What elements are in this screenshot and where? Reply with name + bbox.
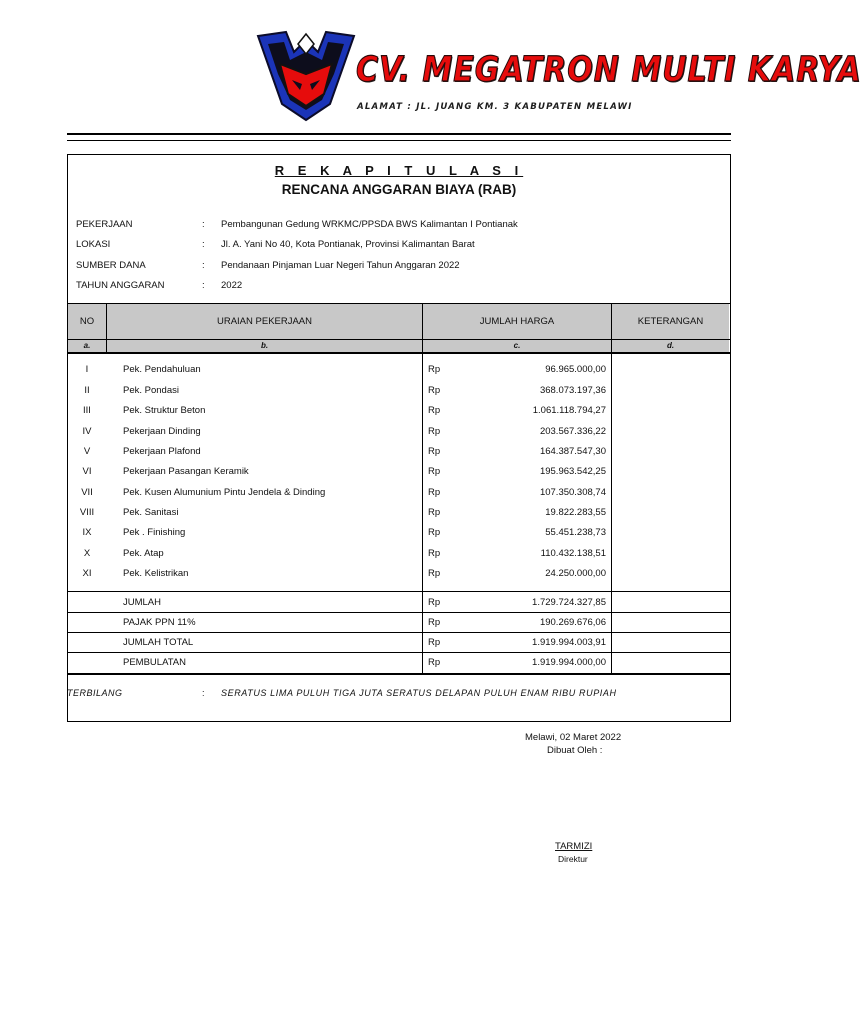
info-label-lokasi: LOKASI [76, 239, 111, 250]
column-header-no: NO [79, 316, 95, 327]
row-description: Pek. Atap [123, 548, 164, 559]
row-number: III [83, 405, 91, 416]
column-header-uraian: URAIAN PEKERJAAN [216, 316, 313, 327]
terbilang-label: TERBILANG [67, 688, 123, 698]
info-colon: : [202, 239, 205, 250]
summary-label: PAJAK PPN 11% [123, 617, 196, 628]
table-border [67, 652, 730, 653]
row-currency: Rp [428, 487, 441, 498]
table-border [67, 673, 730, 675]
row-amount: 368.073.197,36 [539, 385, 606, 396]
table-border [67, 352, 730, 354]
row-number: VI [82, 466, 92, 477]
row-amount: 19.822.283,55 [545, 507, 606, 518]
row-currency: Rp [428, 364, 441, 375]
summary-label: JUMLAH [123, 597, 162, 608]
row-amount: 110.432.138,51 [540, 548, 606, 559]
column-header-jumlah: JUMLAH HARGA [479, 316, 555, 327]
row-currency: Rp [428, 446, 441, 457]
letterhead-divider-thin [67, 140, 731, 141]
summary-label: PEMBULATAN [123, 657, 186, 668]
document-title: R E K A P I T U L A S I [274, 163, 524, 178]
table-border [67, 339, 730, 340]
company-address: ALAMAT : JL. JUANG KM. 3 KABUPATEN MELAWI [357, 102, 633, 112]
table-border [67, 612, 730, 613]
summary-amount: 1.919.994.000,00 [532, 657, 606, 668]
row-currency: Rp [428, 568, 441, 579]
terbilang-value: SERATUS LIMA PULUH TIGA JUTA SERATUS DELAPAN PULUH ENAM RIBU RUPIAH [221, 688, 617, 698]
column-subheader-a: a. [83, 341, 91, 350]
row-description: Pek. Kusen Alumunium Pintu Jendela & Dinding [123, 487, 326, 498]
row-currency: Rp [428, 527, 441, 538]
row-description: Pekerjaan Pasangan Keramik [123, 466, 249, 477]
company-logo-emblem [256, 30, 356, 122]
row-description: Pek. Pendahuluan [123, 364, 201, 375]
row-amount: 203.567.336,22 [539, 426, 606, 437]
letterhead-divider-thick [67, 133, 731, 135]
table-border [67, 632, 730, 633]
column-subheader-c: c. [513, 341, 521, 350]
table-border [67, 591, 730, 592]
row-currency: Rp [428, 548, 441, 559]
row-number: II [84, 385, 90, 396]
column-subheader-b: b. [260, 341, 269, 350]
row-number: IV [82, 426, 92, 437]
info-label-sumber-dana: SUMBER DANA [76, 260, 146, 271]
row-currency: Rp [428, 405, 441, 416]
summary-amount: 1.729.724.327,85 [532, 597, 606, 608]
column-subheader-d: d. [666, 341, 675, 350]
info-colon: : [202, 219, 205, 230]
summary-amount: 190.269.676,06 [539, 617, 606, 628]
signer-position: Direktur [558, 854, 588, 864]
row-number: VIII [79, 507, 95, 518]
company-name: CV. MEGATRON MULTI KARYA [356, 50, 862, 91]
row-currency: Rp [428, 385, 441, 396]
table-border [67, 303, 730, 304]
table-border [422, 303, 423, 673]
row-number: IX [82, 527, 92, 538]
info-value-lokasi: Jl. A. Yani No 40, Kota Pontianak, Provinsi Kalimantan Barat [221, 239, 475, 250]
row-amount: 107.350.308,74 [539, 487, 606, 498]
row-description: Pek. Pondasi [123, 385, 179, 396]
signature-place-date: Melawi, 02 Maret 2022 [525, 732, 622, 743]
info-label-tahun-anggaran: TAHUN ANGGARAN [76, 280, 165, 291]
row-amount: 24.250.000,00 [545, 568, 606, 579]
column-header-keterangan: KETERANGAN [637, 316, 704, 327]
row-amount: 164.387.547,30 [539, 446, 606, 457]
summary-amount: 1.919.994.003,91 [532, 637, 606, 648]
row-currency: Rp [428, 617, 441, 628]
row-description: Pek . Finishing [123, 527, 186, 538]
info-value-sumber-dana: Pendanaan Pinjaman Luar Negeri Tahun Anggaran 2022 [221, 260, 460, 271]
row-description: Pekerjaan Plafond [123, 446, 201, 457]
row-amount: 96.965.000,00 [545, 364, 606, 375]
row-number: VII [81, 487, 93, 498]
row-number: I [85, 364, 89, 375]
info-colon: : [202, 260, 205, 271]
row-amount: 195.963.542,25 [539, 466, 606, 477]
row-currency: Rp [428, 507, 441, 518]
row-description: Pek. Struktur Beton [123, 405, 206, 416]
row-currency: Rp [428, 637, 441, 648]
row-number: V [83, 446, 91, 457]
info-colon: : [202, 280, 205, 291]
signature-made-by: Dibuat Oleh : [547, 745, 603, 756]
table-border [611, 303, 612, 673]
row-description: Pek. Sanitasi [123, 507, 179, 518]
row-number: X [83, 548, 91, 559]
row-currency: Rp [428, 597, 441, 608]
row-description: Pek. Kelistrikan [123, 568, 189, 579]
signer-name: TARMIZI [555, 841, 593, 852]
row-amount: 55.451.238,73 [545, 527, 606, 538]
info-value-pekerjaan: Pembangunan Gedung WRKMC/PPSDA BWS Kalimantan I Pontianak [221, 219, 518, 230]
row-amount: 1.061.118.794,27 [532, 405, 606, 416]
row-description: Pekerjaan Dinding [123, 426, 201, 437]
row-number: XI [82, 568, 92, 579]
terbilang-colon: : [202, 688, 205, 698]
row-currency: Rp [428, 466, 441, 477]
info-value-tahun-anggaran: 2022 [221, 280, 243, 291]
info-label-pekerjaan: PEKERJAAN [76, 219, 133, 230]
row-currency: Rp [428, 426, 441, 437]
document-subtitle: RENCANA ANGGARAN BIAYA (RAB) [281, 182, 517, 197]
row-currency: Rp [428, 657, 441, 668]
summary-label: JUMLAH TOTAL [123, 637, 194, 648]
